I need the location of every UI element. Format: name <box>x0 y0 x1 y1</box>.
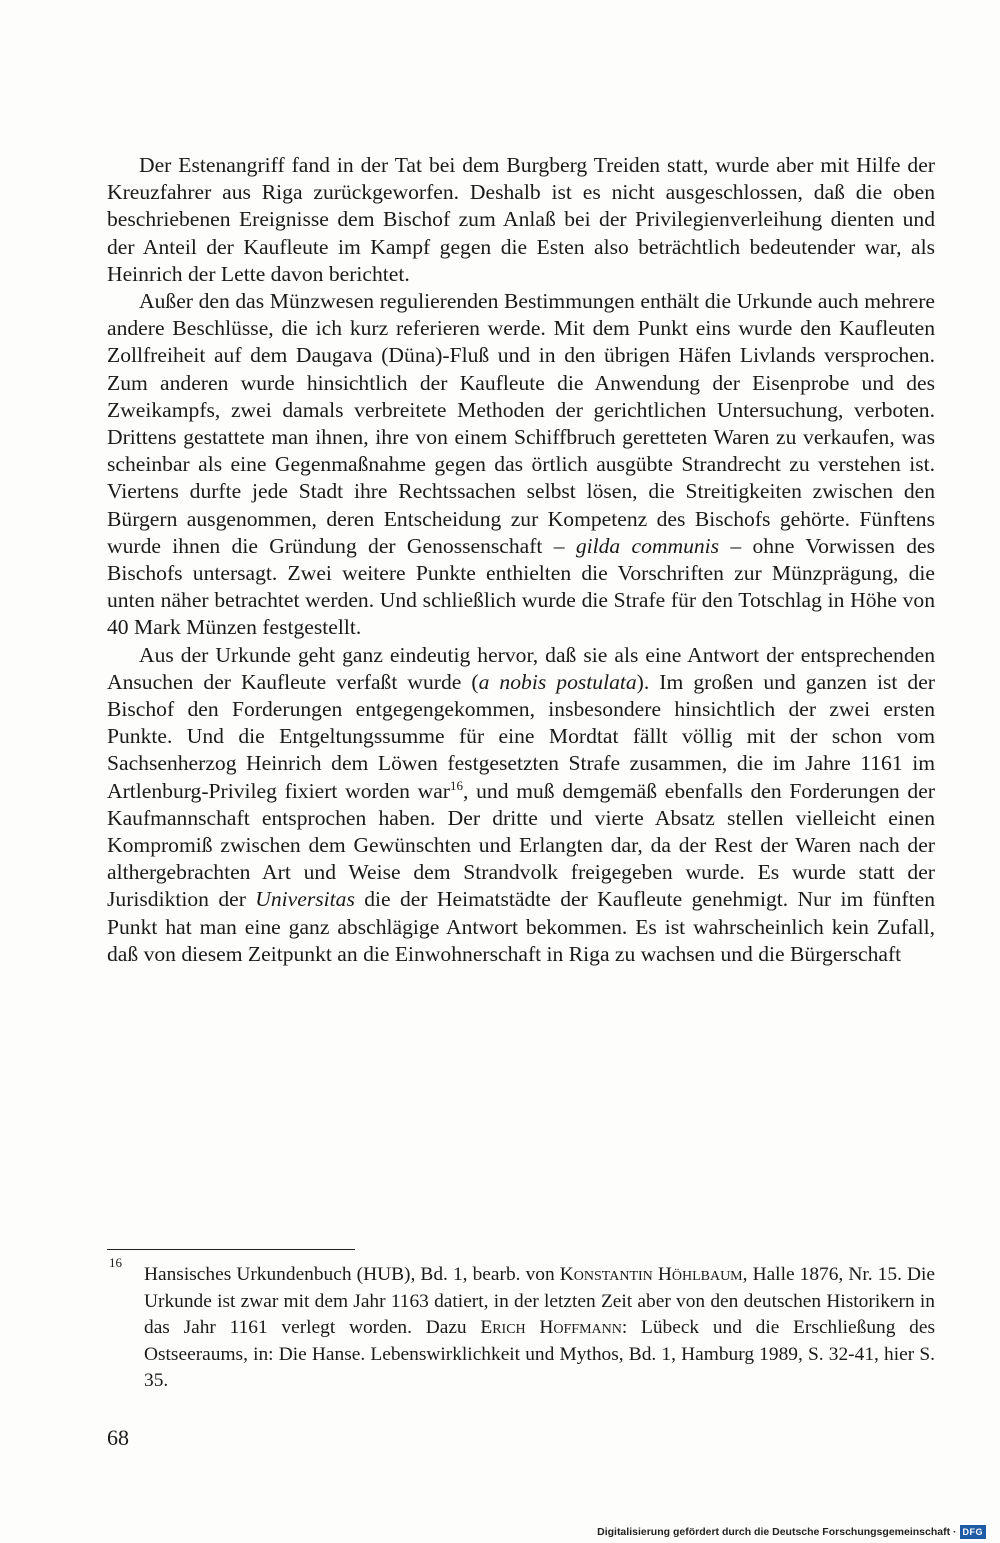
footnote <box>107 1255 935 1395</box>
footnote-number: 16 <box>109 1255 122 1270</box>
text-run: : Lübeck und die Erschließung des Ostseeraums, in: Die Hanse. Lebenswirklichkeit und Mythos, Bd. 1, Hamburg 1989, S. 32-41, hier S. 35. <box>144 1317 935 1392</box>
text-run: Der Estenangriff fand in der Tat bei dem Burgberg Treiden statt, wurde aber mit Hilfe der Kreuzfahrer aus Riga zurückgeworfen. Deshalb ist es nicht ausgeschlossen, daß die oben beschriebenen Ereignisse dem Bischof zum Anlaß bei der Privilegienverleihung dienten und der Anteil der Kaufleute im Kampf gegen die Esten also beträchtlich bedeutender war, als Heinrich der Lette davon berichtet. <box>107 153 935 286</box>
author-name: Erich Hoffmann <box>480 1317 622 1339</box>
page-number: 68 <box>107 1425 129 1450</box>
footnote-separator <box>107 1249 355 1250</box>
text-run: – ohne Vorwissen des Bischofs untersagt. Zwei weitere Punkte enthielten die Vorschriften zur Münzprägung, die unten näher betrachtet werden. Und schließlich wurde die Strafe für den Totschlag in Höhe von 40 Mark Münzen festgestellt. <box>107 533 935 640</box>
digitization-banner <box>597 1524 986 1540</box>
footnotes <box>107 1255 935 1395</box>
text-run: Hansisches Urkundenbuch (HUB), Bd. 1, bearb. von <box>144 1264 560 1285</box>
text-run: die der Heimatstädte der Kaufleute genehmigt. Nur im fünften Punkt hat man eine ganz abschlägige Antwort bekommen. Es ist wahrscheinlich kein Zufall, daß von diesem Zeitpunkt an die Einwohnerschaft in Riga zu wachsen und die Bürgerschaft <box>107 887 935 966</box>
banner-text: Digitalisierung gefördert durch die Deutsche Forschungsgemeinschaft · <box>597 1526 957 1538</box>
text-run: Außer den das Münzwesen regulierenden Bestimmungen enthält die Urkunde auch mehrere andere Beschlüsse, die ich kurz referieren werde. Mit dem Punkt eins wurde den Kaufleuten Zollfreiheit auf dem Daugava (Düna)-Fluß und in den übrigen Häfen Livlands versprochen. Zum anderen wurde hinsichtlich der Kaufleute die Anwendung der Eisenprobe und des Zweikampfs, zwei damals verbreitete Methoden der gerichtlichen Untersuchung, verboten. Drittens gestattete man ihnen, ihre von einem Schiffbruch geretteten Waren zu verkaufen, was scheinbar als eine Gegenmaßnahme gegen das örtlich ausgübte Strandrecht zu verstehen ist. Viertens durfte jede Stadt ihre Rechtssachen selbst lösen, die Streitigkeiten zwischen den Bürgern ausgenommen, deren Entscheidung zur Kompetenz des Bischofs gehörte. Fünftens wurde ihnen die Gründung der Genossenschaft – <box>107 289 935 558</box>
paragraph <box>107 152 935 288</box>
text-run: , und muß demgemäß ebenfalls den Forderungen der Kaufmannschaft entsprochen haben. Der dritte und vierte Absatz stellen vielleicht einen Kompromiß zwischen dem Gewünschten und Erlangten dar, da der Rest der Waren nach der althergebrachten Art und Weise dem Strandvolk freigegeben wurde. Es wurde statt der Jurisdiktion der <box>107 778 935 912</box>
footnote-text <box>144 1264 935 1391</box>
footnote-reference: 16 <box>449 777 463 793</box>
italic-text: a nobis postulata <box>478 669 637 694</box>
author-name: Konstantin Höhlbaum <box>559 1264 743 1285</box>
paragraph <box>107 288 935 642</box>
text-run: , Halle 1876, Nr. 15. Die Urkunde ist zwar mit dem Jahr 1163 datiert, in der letzten Zeit aber von den deutschen Historikern in das Jahr 1161 verlegt worden. Dazu <box>144 1264 935 1339</box>
paragraph <box>107 642 935 968</box>
italic-text: gilda communis <box>575 533 720 558</box>
body-text <box>107 152 935 968</box>
text-run: Aus der Urkunde geht ganz eindeutig hervor, daß sie als eine Antwort der entsprechenden Ansuchen der Kaufleute verfaßt wurde ( <box>107 642 935 694</box>
text-run: ). Im großen und ganzen ist der Bischof den Forderungen entgegengekommen, insbesondere hinsichtlich der zwei ersten Punkte. Und die Entgeltungssumme für eine Mordtat fällt völlig mit der schon vom Sachsenherzog Heinrich dem Löwen festgesetzten Strafe zusammen, die im Jahre 1161 im Artlenburg-Privileg fixiert worden war <box>107 669 935 803</box>
dfg-logo-icon: DFG <box>960 1525 987 1539</box>
italic-text: Universitas <box>255 887 355 912</box>
